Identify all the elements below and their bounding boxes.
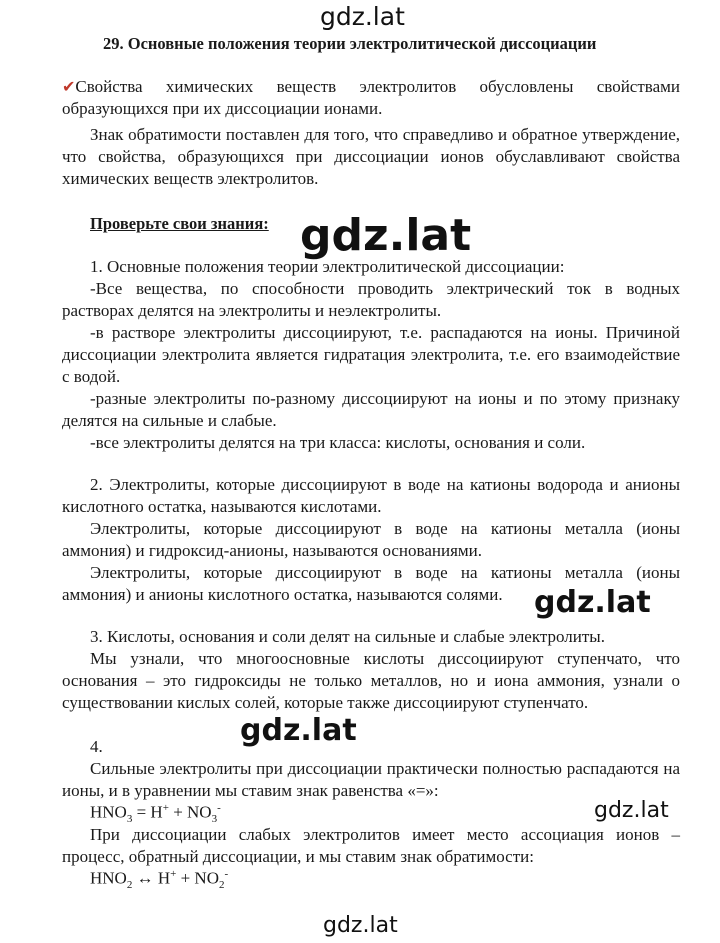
intro-text-1: Свойства химических веществ электролитов обусловлены свойствами образующихся при их диссоциации ионами.	[62, 77, 680, 118]
q1-lead: 1. Основные положения теории электролитической диссоциации:	[90, 257, 565, 276]
intro-paragraph-2	[62, 124, 680, 190]
q1-bullet-2: -в растворе электролиты диссоциируют, т.е. распадаются на ионы. Причиной диссоциации электролита является гидратация электролита, т.е. его взаимодействие с водой.	[62, 323, 680, 386]
q1-bullet-4: -все электролиты делятся на три класса: кислоты, основания и соли.	[90, 433, 586, 452]
intro-text-2: Знак обратимости поставлен для того, что справедливо и обратное утверждение, что свойства, образующихся при диссоциации ионов обуславливают свойства химических веществ электролитов.	[62, 125, 680, 188]
watermark-mid-1: gdz.lat	[534, 585, 651, 620]
q2-paragraph-2: Электролиты, которые диссоциируют в воде на катионы металла (ионы аммония) и гидроксид-анионы, называются основаниями.	[62, 519, 680, 560]
q4-number-line	[62, 736, 680, 758]
watermark-bottom: gdz.lat	[323, 913, 398, 938]
watermark-right: gdz.lat	[594, 798, 669, 823]
q1-bullet-1: -Все вещества, по способности проводить электрический ток в водных растворах делятся на электролиты и неэлектролиты.	[62, 279, 680, 320]
q1-bullet-3: -разные электролиты по-разному диссоциируют на ионы и по этому признаку делятся на сильные и слабые.	[62, 389, 680, 430]
formula-strong: $HNO_3 = H^+ + NO_3^-$	[90, 802, 221, 826]
q2-paragraph-1: 2. Электролиты, которые диссоциируют в воде на катионы водорода и анионы кислотного остатка, называются кислотами.	[62, 475, 680, 516]
section-heading: Проверьте свои знания:	[90, 214, 269, 233]
watermark-mid-2: gdz.lat	[240, 713, 357, 748]
q4-paragraph-1	[62, 758, 680, 802]
q4-text-2: При диссоциации слабых электролитов имеет место ассоциация ионов – процесс, обратный диссоциации, и мы ставим знак обратимости:	[62, 825, 680, 866]
q3-paragraph-1: 3. Кислоты, основания и соли делят на сильные и слабые электролиты.	[90, 627, 605, 646]
formula-weak: $HNO_2$ ↔ $H^+ + NO_2^-$	[90, 868, 229, 892]
q3-block	[62, 626, 680, 714]
q1-block	[62, 256, 680, 454]
q4-paragraph-2	[62, 824, 680, 868]
page-title: 29. Основные положения теории электролитической диссоциации	[103, 34, 597, 53]
q4-number: 4.	[90, 737, 103, 756]
watermark-big: gdz.lat	[300, 210, 472, 261]
q2-paragraph-3: Электролиты, которые диссоциируют в воде на катионы металла (ионы аммония) и анионы кислотного остатка, называются солями.	[62, 563, 680, 604]
watermark-top: gdz.lat	[320, 2, 405, 31]
q4-text-1: Сильные электролиты при диссоциации практически полностью распадаются на ионы, и в уравнении мы ставим знак равенства «=»:	[62, 759, 680, 800]
check-mark-icon: ✔	[62, 77, 76, 96]
intro-paragraph-1	[62, 76, 680, 120]
q3-paragraph-2: Мы узнали, что многоосновные кислоты диссоциируют ступенчато, что основания – это гидроксиды не только металлов, но и иона аммония, узнали о существовании кислых солей, которые также диссоциируют ступенчато.	[62, 649, 680, 712]
